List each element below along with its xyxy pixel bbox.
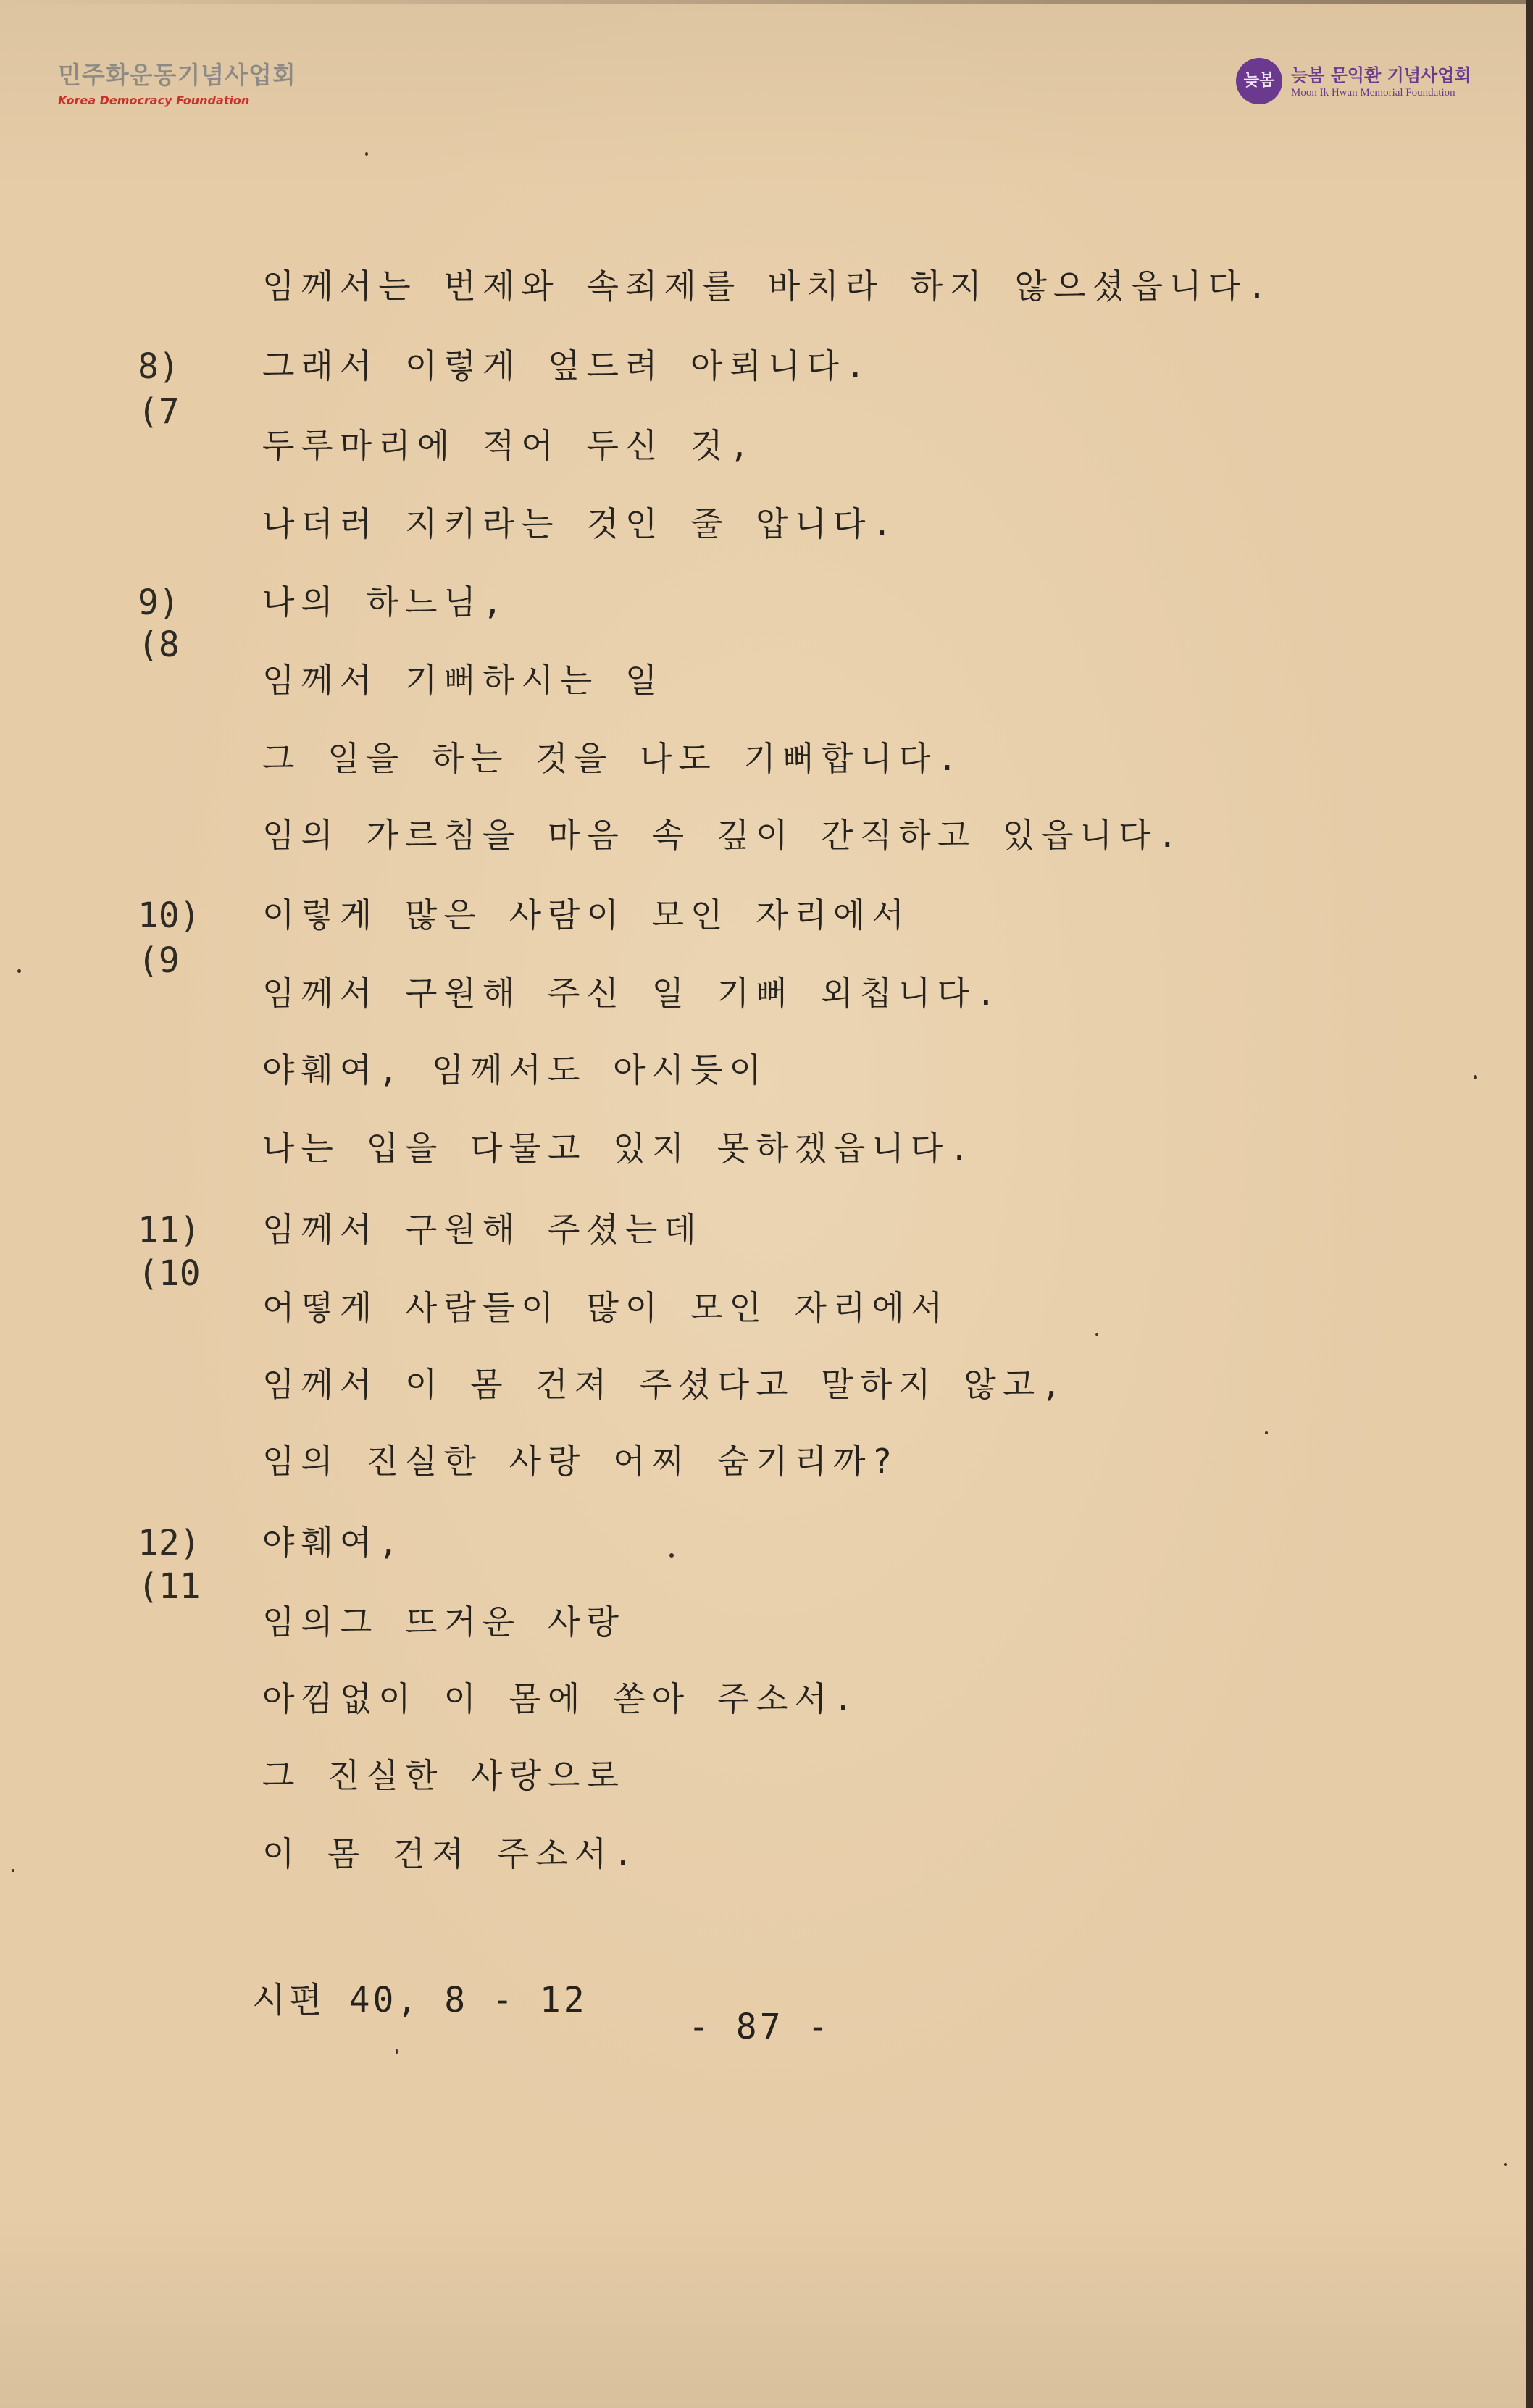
poem-line: 이 몸 건져 주소서. — [262, 1834, 640, 1873]
poem-line: 나는 입을 다물고 있지 못하겠읍니다. — [262, 1129, 977, 1168]
verse-reference: (10 — [138, 1253, 201, 1294]
paper-speck — [1095, 1333, 1098, 1336]
verse-reference: (8 — [138, 624, 180, 665]
logo-korean-text: 민주화운동기념사업회 — [58, 61, 296, 89]
poem-line: 임의 가르침을 마음 속 깊이 간직하고 있읍니다. — [262, 816, 1185, 855]
poem-line: 임께서 구원해 주셨는데 — [262, 1210, 703, 1249]
poem-line: 나더러 지키라는 것인 줄 압니다. — [262, 504, 899, 543]
poem-line: 야훼여, — [262, 1523, 406, 1562]
poem-line: 임께서는 번제와 속죄제를 바치라 하지 않으셨읍니다. — [262, 267, 1274, 306]
paper-speck — [1474, 1075, 1477, 1079]
verse-reference: (7 — [138, 391, 180, 432]
foundation-emblem-icon: 늦봄 — [1236, 58, 1282, 104]
logo-korean-text: 늦봄 문익환 기념사업회 — [1291, 65, 1471, 85]
page-right-edge — [1526, 0, 1533, 2408]
paper-speck — [17, 969, 21, 973]
paper-speck — [396, 2049, 398, 2054]
verse-number: 9) — [138, 582, 180, 623]
verse-number: 10) — [138, 895, 201, 936]
page-number: - 87 - — [688, 2007, 832, 2047]
poem-line: 나의 하느님, — [262, 582, 509, 622]
paper-speck — [1265, 1431, 1268, 1434]
poem-line: 야훼여, 임께서도 아시듯이 — [262, 1050, 768, 1090]
poem-line: 어떻게 사람들이 많이 모인 자리에서 — [262, 1288, 950, 1327]
verse-number: 12) — [138, 1523, 201, 1563]
korea-democracy-foundation-logo — [58, 57, 296, 107]
poem-line: 임께서 기뻐하시는 일 — [262, 661, 664, 700]
logo-english-text: Moon Ik Hwan Memorial Foundation — [1291, 87, 1455, 99]
poem-line: 두루마리에 적어 두신 것, — [262, 426, 756, 465]
verse-number: 11) — [138, 1210, 201, 1250]
verse-reference: (11 — [138, 1566, 201, 1607]
scripture-citation: 시편 40, 8 - 12 — [252, 1980, 588, 2020]
poem-line: 임의 진실한 사랑 어찌 숨기리까? — [262, 1442, 899, 1481]
logo-english-text: Korea Democracy Foundation — [58, 93, 250, 107]
paper-speck — [12, 1869, 14, 1872]
poem-line: 이렇게 많은 사람이 모인 자리에서 — [262, 895, 911, 935]
verse-number: 8) — [138, 346, 180, 387]
moon-ik-hwan-foundation-logo — [1236, 58, 1504, 109]
poem-line: 임의그 뜨거운 사랑 — [262, 1602, 625, 1642]
poem-line: 그래서 이렇게 엎드려 아뢰니다. — [262, 346, 872, 385]
paper-speck — [669, 1553, 674, 1558]
poem-line: 그 일을 하는 것을 나도 기뻐합니다. — [262, 739, 964, 778]
paper-speck — [1504, 2163, 1507, 2166]
paper-speck — [365, 152, 368, 156]
poem-line: 아낌없이 이 몸에 쏟아 주소서. — [262, 1679, 860, 1718]
verse-reference: (9 — [138, 940, 180, 981]
page-top-shadow — [0, 0, 1533, 4]
poem-line: 그 진실한 사랑으로 — [262, 1756, 625, 1795]
poem-line: 임께서 이 몸 건져 주셨다고 말하지 않고, — [262, 1365, 1068, 1404]
poem-line: 임께서 구원해 주신 일 기뻐 외칩니다. — [262, 974, 1003, 1013]
